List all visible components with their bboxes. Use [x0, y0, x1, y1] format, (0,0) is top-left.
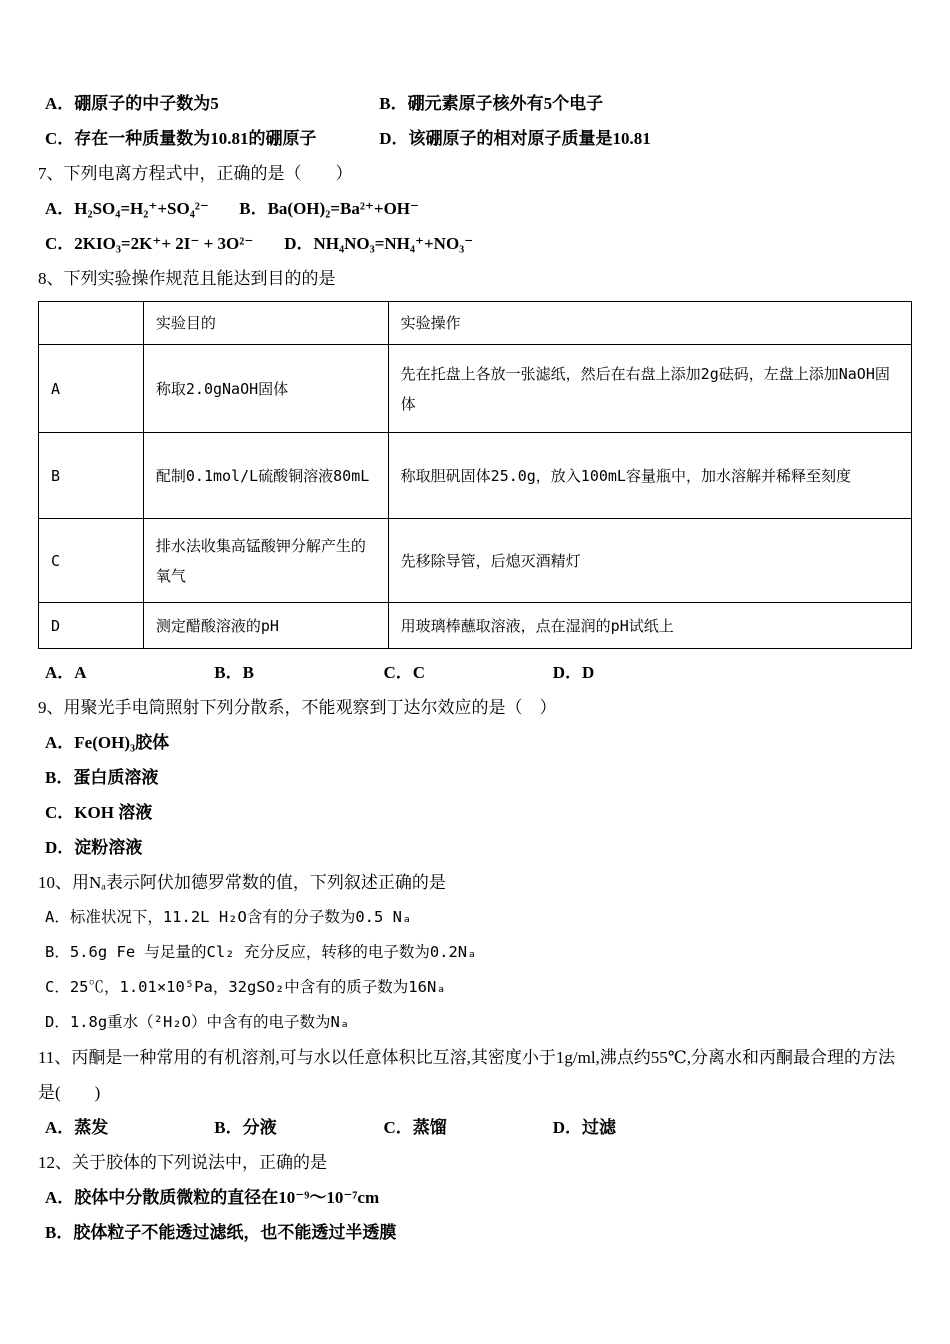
- header-cell-blank: [39, 302, 144, 345]
- q8-answer-c: C．C: [383, 663, 426, 682]
- q11-options-row: [38, 1110, 912, 1145]
- q8-answer-row: [38, 655, 912, 690]
- q7-option-a: A．H₂SO₄=H₂⁺+SO₄²⁻: [45, 199, 209, 218]
- q6-options-row1: [38, 86, 912, 121]
- q7-option-c: C．2KIO₃=2K⁺+ 2I⁻ + 3O²⁻: [45, 234, 254, 253]
- q11-option-c: C．蒸馏: [383, 1118, 447, 1137]
- q6-option-d: D．该硼原子的相对原子质量是10.81: [379, 129, 651, 148]
- q7-stem: 7、下列电离方程式中，正确的是（ ）: [38, 164, 353, 183]
- q11-stem: 11、丙酮是一种常用的有机溶剂,可与水以任意体积比互溶,其密度小于1g/ml,沸点约55℃,分离水和丙酮最合理的方法是( ): [38, 1048, 896, 1102]
- q10-option-b: B．5.6g Fe 与足量的Cl₂ 充分反应，转移的电子数为0.2Nₐ: [45, 943, 477, 961]
- cell-label: C: [39, 519, 144, 603]
- cell-label: B: [39, 433, 144, 519]
- header-cell-operation: 实验操作: [388, 302, 911, 345]
- q7-options-row2: [38, 226, 912, 261]
- cell-label: D: [39, 603, 144, 649]
- q7-option-d: D．NH₄NO₃=NH₄⁺+NO₃⁻: [284, 234, 474, 253]
- q9-option-c: C．KOH 溶液: [45, 803, 153, 822]
- q9-option-b: B．蛋白质溶液: [45, 768, 159, 787]
- q6-option-b: B．硼元素原子核外有5个电子: [379, 94, 604, 113]
- table-header-row: [39, 302, 912, 345]
- q8-answer-d: D．D: [552, 663, 595, 682]
- q8-stem: 8、下列实验操作规范且能达到目的的是: [38, 269, 336, 288]
- table-row-d: [39, 603, 912, 649]
- cell-operation: 先在托盘上各放一张滤纸，然后在右盘上添加2g砝码，左盘上添加NaOH固体: [388, 345, 911, 433]
- table-row-c: [39, 519, 912, 603]
- q9-option-a: A．Fe(OH)₃胶体: [45, 733, 170, 752]
- q12-option-b: B．胶体粒子不能透过滤纸，也不能透过半透膜: [45, 1223, 397, 1242]
- q9-option-d: D．淀粉溶液: [45, 838, 143, 857]
- cell-purpose: 称取2.0gNaOH固体: [143, 345, 388, 433]
- q11-option-b: B．分液: [214, 1118, 277, 1137]
- q6-options-row2: [38, 121, 912, 156]
- cell-operation: 先移除导管，后熄灭酒精灯: [388, 519, 911, 603]
- cell-purpose: 排水法收集高锰酸钾分解产生的氧气: [143, 519, 388, 603]
- q12-option-a: A．胶体中分散质微粒的直径在10⁻⁹～10⁻⁷cm: [45, 1188, 380, 1207]
- table-row-a: [39, 345, 912, 433]
- cell-operation: 称取胆矾固体25.0g，放入100mL容量瓶中，加水溶解并稀释至刻度: [388, 433, 911, 519]
- q9-stem: 9、用聚光手电筒照射下列分散系，不能观察到丁达尔效应的是（ ）: [38, 698, 557, 717]
- q7-option-b: B．Ba(OH)₂=Ba²⁺+OH⁻: [239, 199, 419, 218]
- q10-stem: 10、用Nₐ表示阿伏加德罗常数的值，下列叙述正确的是: [38, 873, 446, 892]
- cell-label: A: [39, 345, 144, 433]
- cell-operation: 用玻璃棒蘸取溶液，点在湿润的pH试纸上: [388, 603, 911, 649]
- q8-experiment-table: [38, 301, 912, 649]
- q10-option-a: A．标准状况下，11.2L H₂O含有的分子数为0.5 Nₐ: [45, 908, 412, 926]
- q6-option-a: A．硼原子的中子数为5: [45, 94, 219, 113]
- table-row-b: [39, 433, 912, 519]
- header-cell-purpose: 实验目的: [143, 302, 388, 345]
- q6-option-c: C．存在一种质量数为10.81的硼原子: [45, 129, 317, 148]
- q8-answer-a: A．A: [45, 663, 87, 682]
- q7-options-row1: [38, 191, 912, 226]
- q11-option-a: A．蒸发: [45, 1118, 109, 1137]
- q8-answer-b: B．B: [214, 663, 254, 682]
- cell-purpose: 测定醋酸溶液的pH: [143, 603, 388, 649]
- q10-option-d: D．1.8g重水（²H₂O）中含有的电子数为Nₐ: [45, 1013, 350, 1031]
- q11-option-d: D．过滤: [552, 1118, 617, 1137]
- q12-stem: 12、关于胶体的下列说法中，正确的是: [38, 1153, 327, 1172]
- q10-option-c: C．25℃，1.01×10⁵Pa，32gSO₂中含有的质子数为16Nₐ: [45, 978, 446, 996]
- cell-purpose: 配制0.1mol/L硫酸铜溶液80mL: [143, 433, 388, 519]
